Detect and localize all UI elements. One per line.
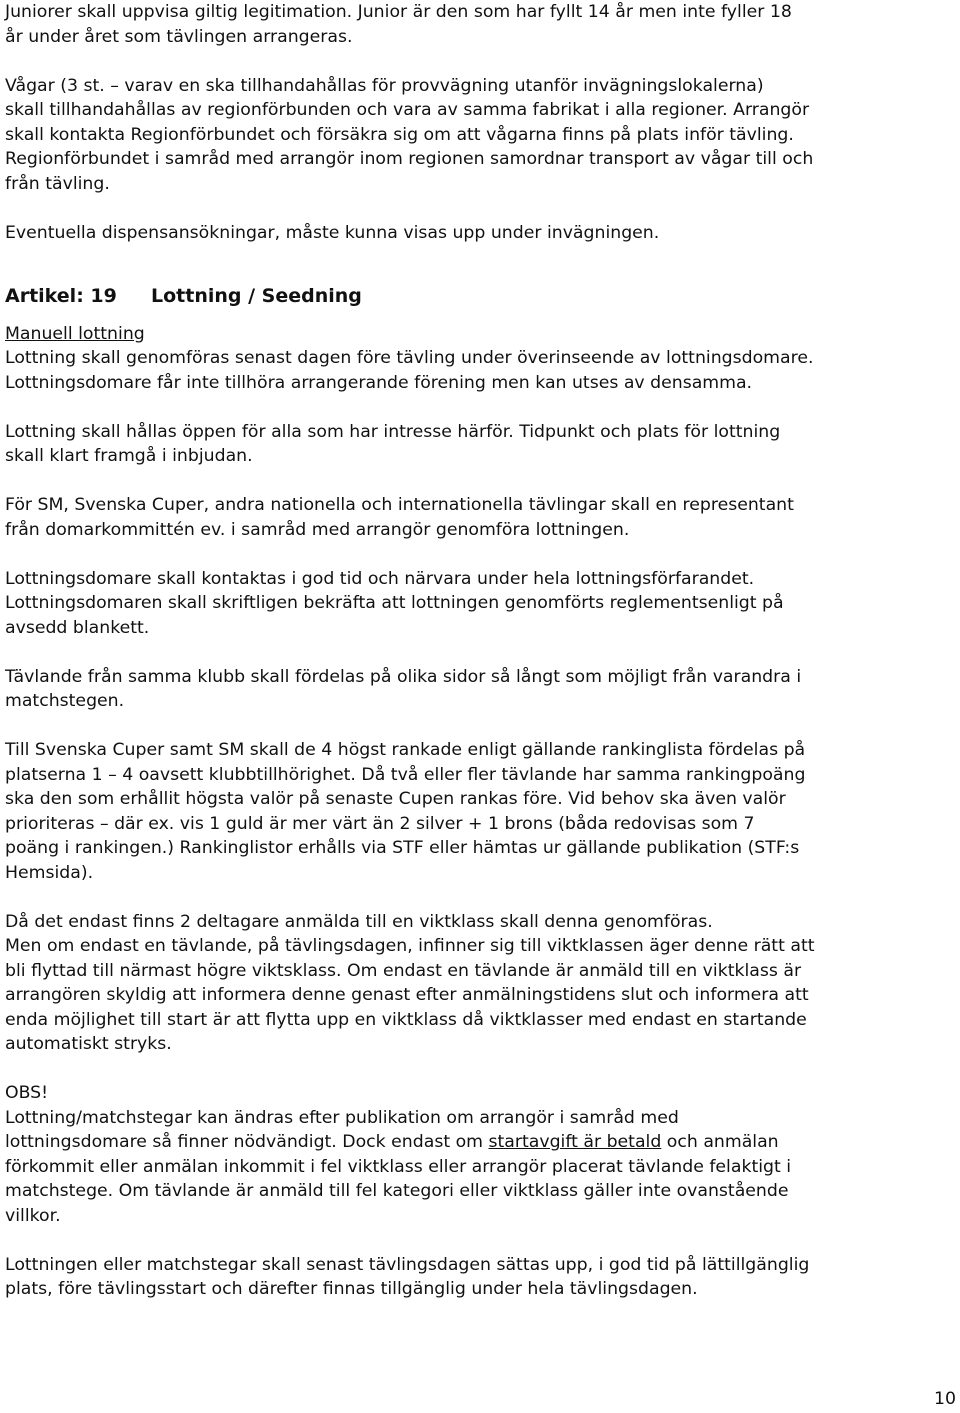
text-line: skall kontakta Regionförbundet och försäkra sig om att vågarna finns på plats inför tävling. <box>5 124 794 145</box>
section-subheading: Manuell lottning <box>5 323 145 344</box>
text-line: avsedd blankett. <box>5 617 150 638</box>
paragraph-draw-open <box>5 420 957 469</box>
text-line: Hemsida). <box>5 862 94 883</box>
text-line: bli flyttad till närmast högre viktsklass. Om endast en tävlande är anmäld till en viktklass är <box>5 960 802 981</box>
article-heading <box>5 282 957 310</box>
text-line: Men om endast en tävlande, på tävlingsdagen, infinner sig till viktklassen äger denne rätt att <box>5 936 815 956</box>
paragraph-posting <box>5 1253 957 1302</box>
text-line: från tävling. <box>5 173 110 194</box>
text-line: matchstegen. <box>5 691 125 711</box>
underlined-phrase: startavgift är betald <box>488 1132 662 1152</box>
text-line: Regionförbundet i samråd med arrangör inom regionen samordnar transport av vågar till och <box>5 149 814 169</box>
text-line: Juniorer skall uppvisa giltig legitimation. Junior är den som har fyllt 14 år men inte fyller 18 <box>5 2 792 22</box>
text-line: Då det endast finns 2 deltagare anmälda till en viktklass skall denna genomföras. <box>5 911 713 932</box>
text-line: Lottning skall hållas öppen för alla som har intresse härför. Tidpunkt och plats för lottning <box>5 421 781 442</box>
text-span: och anmälan <box>661 1132 779 1152</box>
paragraph-dispensations <box>5 221 957 246</box>
text-line: Lottning/matchstegar kan ändras efter publikation om arrangör i samråd med <box>5 1107 679 1128</box>
text-line: poäng i rankingen.) Rankinglistor erhålls via STF eller hämtas ur gällande publikation (STF:s <box>5 838 800 858</box>
text-line: enda möjlighet till start är att flytta upp en viktklass då viktklasser med endast en startande <box>5 1009 807 1030</box>
text-line: platserna 1 – 4 oavsett klubbtillhörighet. Då två eller fler tävlande har samma rankingpoäng <box>5 764 806 785</box>
text-line: arrangören skyldig att informera denne genast efter anmälningstidens slut och informera att <box>5 985 809 1005</box>
text-line: automatiskt stryks. <box>5 1034 172 1054</box>
paragraph-seeding <box>5 738 957 885</box>
text-line: år under året som tävlingen arrangeras. <box>5 26 353 47</box>
document-page <box>5 0 957 1302</box>
text-line: Lottning skall genomföras senast dagen före tävling under överinseende av lottningsdomare. <box>5 348 814 368</box>
text-line: plats, före tävlingsstart och därefter finnas tillgänglig under hela tävlingsdagen. <box>5 1279 698 1299</box>
paragraph-sm-cups <box>5 493 957 542</box>
text-line: ska den som erhållit högsta valör på senaste Cupen rankas före. Vid behov ska även valör <box>5 789 786 809</box>
text-line: Lottningsdomare skall kontaktas i god tid och närvara under hela lottningsförfarandet. <box>5 568 755 589</box>
article-title: Lottning / Seedning <box>151 284 362 307</box>
text-line: matchstege. Om tävlande är anmäld till fel kategori eller viktklass gäller inte ovanstående <box>5 1181 789 1201</box>
paragraph-scales <box>5 74 957 197</box>
text-line: förkommit eller anmälan inkommit i fel viktklass eller arrangör placerat tävlande felaktigt i <box>5 1156 792 1177</box>
paragraph-draw-timing <box>5 346 957 395</box>
text-line: Tävlande från samma klubb skall fördelas på olika sidor så långt som möjligt från varandra i <box>5 666 802 687</box>
text-line: Vågar (3 st. – varav en ska tillhandahållas för provvägning utanför invägningslokalerna) <box>5 75 764 96</box>
text-line: skall tillhandahållas av regionförbunden och vara av samma fabrikat i alla regioner. Arrangör <box>5 100 810 120</box>
text-line: villkor. <box>5 1205 61 1226</box>
text-line: från domarkommittén ev. i samråd med arrangör genomföra lottningen. <box>5 519 630 540</box>
paragraph-draw-referee <box>5 567 957 641</box>
page-number: 10 <box>934 1389 956 1409</box>
paragraph-changes <box>5 1106 957 1229</box>
text-line: Eventuella dispensansökningar, måste kunna visas upp under invägningen. <box>5 222 660 243</box>
text-line: Lottningsdomaren skall skriftligen bekräfta att lottningen genomförts reglementsenligt på <box>5 593 784 613</box>
text-span: lottningsdomare så finner nödvändigt. Dock endast om <box>5 1132 489 1152</box>
text-line: prioriteras – där ex. vis 1 guld är mer värt än 2 silver + 1 brons (båda redovisas som 7 <box>5 813 755 834</box>
article-number: Artikel: 19 <box>5 284 117 307</box>
obs-label: OBS! <box>5 1083 49 1103</box>
paragraph-weight-class <box>5 910 957 1057</box>
text-line <box>5 1130 957 1155</box>
text-line: Lottningen eller matchstegar skall senast tävlingsdagen sättas upp, i god tid på lättillgänglig <box>5 1254 810 1275</box>
text-line: Till Svenska Cuper samt SM skall de 4 högst rankade enligt gällande rankinglista fördelas på <box>5 740 806 760</box>
text-line: skall klart framgå i inbjudan. <box>5 446 253 466</box>
text-line: För SM, Svenska Cuper, andra nationella och internationella tävlingar skall en representant <box>5 495 794 515</box>
paragraph-junior-legitimation <box>5 0 957 49</box>
text-line: Lottningsdomare får inte tillhöra arrangerande förening men kan utses av densamma. <box>5 372 753 393</box>
paragraph-same-club <box>5 665 957 714</box>
